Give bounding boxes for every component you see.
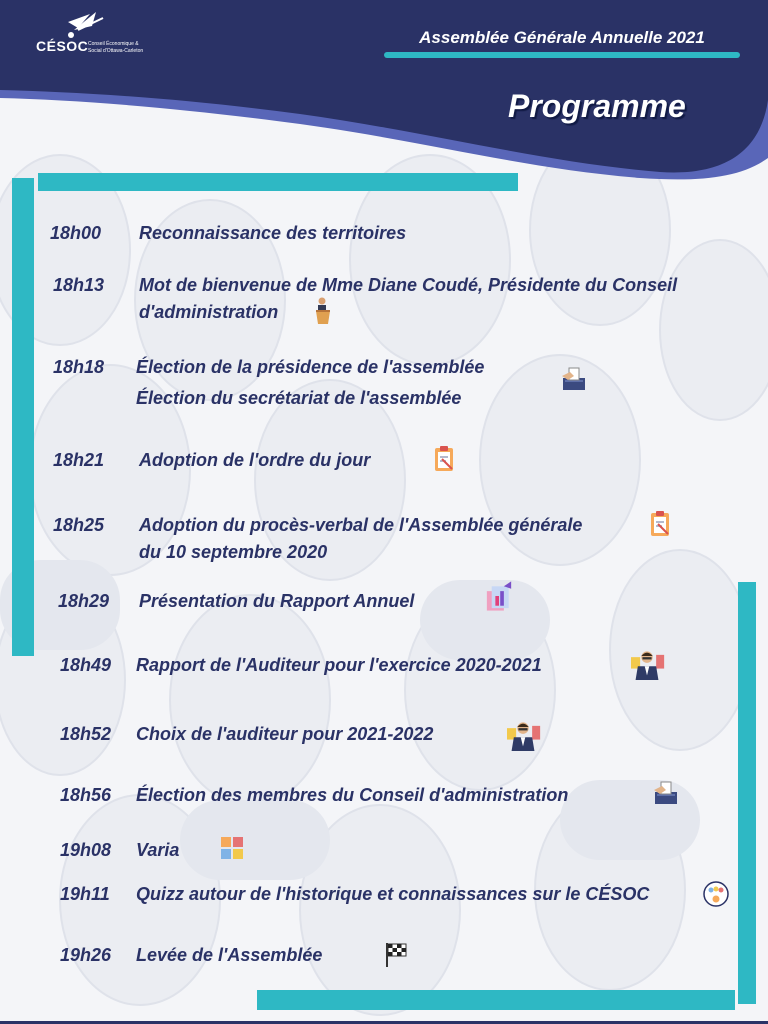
logo-description [88, 41, 168, 55]
agenda-time: 18h13 [53, 275, 105, 295]
agenda-label-line-2: du 10 septembre 2020 [139, 542, 328, 562]
agenda-time: 18h00 [50, 223, 102, 243]
agenda-time: 18h18 [53, 357, 105, 377]
agenda-time: 18h29 [58, 591, 110, 611]
quiz-icon [702, 880, 730, 908]
agenda-time: 18h52 [60, 724, 112, 744]
auditor-icon [504, 719, 542, 751]
agenda-label: Choix de l'auditeur pour 2021-2022 [136, 724, 434, 744]
agenda-label-line-1: Élection de la présidence de l'assemblée [136, 357, 485, 377]
agenda-label: Rapport de l'Auditeur pour l'exercice 2020-2021 [136, 655, 542, 675]
agenda-time: 18h49 [60, 655, 112, 675]
agenda-time: 19h26 [60, 945, 112, 965]
agenda-label: Reconnaissance des territoires [139, 223, 407, 243]
ballot-box-icon [652, 778, 680, 806]
checkered-flag-icon [382, 940, 410, 968]
event-title-underline [384, 52, 740, 58]
page-title: Programme [508, 88, 686, 124]
clipboard-icon [430, 445, 458, 473]
agenda-time: 18h21 [53, 450, 105, 470]
decor-bar-bottom [257, 990, 735, 1010]
agenda-label-line-1: Mot de bienvenue de Mme Diane Coudé, Présidente du Conseil [139, 275, 678, 295]
auditor-icon [628, 648, 666, 680]
agenda-label: Adoption de l'ordre du jour [139, 450, 371, 470]
agenda-label-line-1: Adoption du procès-verbal de l'Assemblée générale [139, 515, 583, 535]
agenda-label: Quizz autour de l'historique et connaissances sur le CÉSOC [136, 884, 650, 904]
agenda-label-line-2: d'administration [139, 302, 279, 322]
decor-bar-left [12, 178, 34, 656]
agenda-label: Élection des membres du Conseil d'administration [136, 785, 569, 805]
logo-name: CÉSOC [36, 38, 89, 54]
decor-bar-right [738, 582, 756, 1004]
ballot-box-icon [560, 364, 588, 392]
agenda-time: 18h56 [60, 785, 112, 805]
decor-bar-top [38, 173, 518, 191]
clipboard-icon [646, 510, 674, 538]
podium-speaker-icon [310, 296, 338, 324]
logo-description-line-1: Conseil Économique & [88, 41, 139, 47]
agenda-time: 19h08 [60, 840, 112, 860]
cesoc-logo [30, 8, 170, 60]
agenda-label: Varia [136, 840, 180, 860]
agenda-label: Levée de l'Assemblée [136, 945, 323, 965]
agenda-label-line-2: Élection du secrétariat de l'assemblée [136, 388, 462, 408]
report-chart-icon [482, 578, 516, 614]
cesoc-star-icon [48, 8, 118, 40]
agenda-label: Présentation du Rapport Annuel [139, 591, 415, 611]
logo-description-line-2: Social d'Ottawa-Carleton [88, 48, 144, 54]
agenda-time: 19h11 [60, 884, 110, 904]
event-title: Assemblée Générale Annuelle 2021 [419, 28, 705, 47]
sticky-notes-icon [218, 835, 246, 863]
agenda-time: 18h25 [53, 515, 105, 535]
